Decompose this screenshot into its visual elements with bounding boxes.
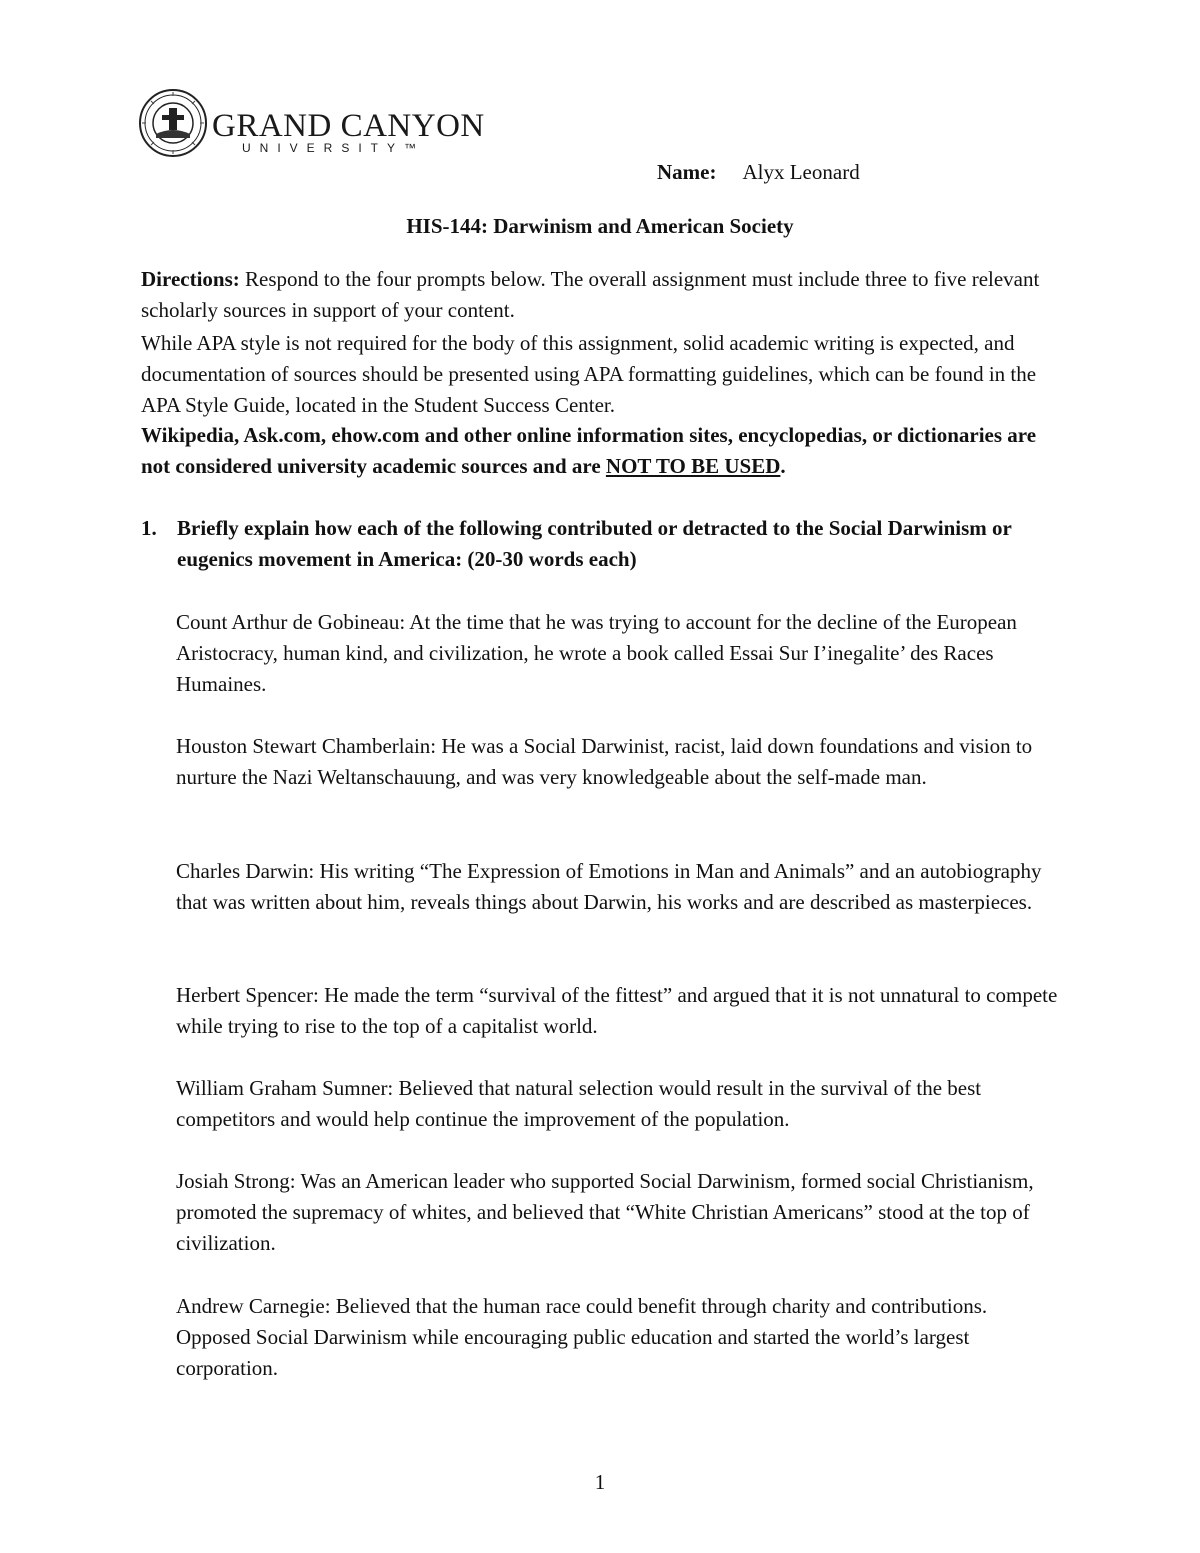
answer-spencer: Herbert Spencer: He made the term “survival of the fittest” and argued that it is not unnatural to compete while trying to rise to the top of a capitalist world. (176, 983, 1058, 1038)
student-name-line (657, 157, 860, 188)
assignment-title: HIS-144: Darwinism and American Society (406, 214, 794, 238)
directions-label: Directions: (141, 267, 240, 291)
university-logo (138, 88, 485, 160)
logo-subtitle: UNIVERSITY™ (242, 141, 426, 155)
answer-darwin: Charles Darwin: His writing “The Expression of Emotions in Man and Animals” and an autobiography that was written about him, reveals things about Darwin, his works and are described as masterpieces. (176, 859, 1042, 914)
question-number: 1. (141, 516, 157, 540)
directions-paragraph (141, 264, 1041, 326)
directions-text: Respond to the four prompts below. The overall assignment must include three to five relevant scholarly sources in support of your content. (141, 267, 1040, 322)
warning-text: Wikipedia, Ask.com, ehow.com and other online information sites, encyclopedias, or dictionaries are not considered university academic sources and are (141, 423, 1037, 478)
question-text: Briefly explain how each of the following contributed or detracted to the Social Darwinism or eugenics movement in America: (20-30 words each) (177, 516, 1012, 571)
page-number: 1 (594, 1470, 606, 1494)
answer-gobineau: Count Arthur de Gobineau: At the time that he was trying to account for the decline of the European Aristocracy, human kind, and civilization, he wrote a book called Essai Sur I’inegalite’ des Races Humaines. (176, 610, 1017, 696)
answer-chamberlain: Houston Stewart Chamberlain: He was a Social Darwinist, racist, laid down foundations and vision to nurture the Nazi Weltanschauung, and was very knowledgeable about the self-made man. (176, 734, 1033, 789)
answer-carnegie: Andrew Carnegie: Believed that the human race could benefit through charity and contributions. Opposed Social Darwinism while encouraging public education and started the world’s largest corporation. (176, 1294, 988, 1380)
sources-warning (141, 420, 1041, 482)
answer-strong: Josiah Strong: Was an American leader who supported Social Darwinism, formed social Christianism, promoted the supremacy of whites, and believed that “White Christian Americans” stood at the top of civilization. (176, 1169, 1034, 1255)
logo-wordmark: GRAND CANYON (212, 108, 485, 144)
warning-period: . (780, 454, 786, 478)
student-name: Alyx Leonard (742, 160, 860, 184)
name-label: Name: (657, 160, 717, 184)
apa-paragraph: While APA style is not required for the body of this assignment, solid academic writing is expected, and documentation of sources should be presented using APA formatting guidelines, which can be found in the APA Style Guide, located in the Student Success Center. (141, 331, 1037, 417)
university-seal-icon (138, 88, 208, 158)
warning-emphasis: NOT TO BE USED (605, 454, 781, 478)
answer-sumner: William Graham Sumner: Believed that natural selection would result in the survival of the best competitors and would help continue the improvement of the population. (176, 1076, 982, 1131)
